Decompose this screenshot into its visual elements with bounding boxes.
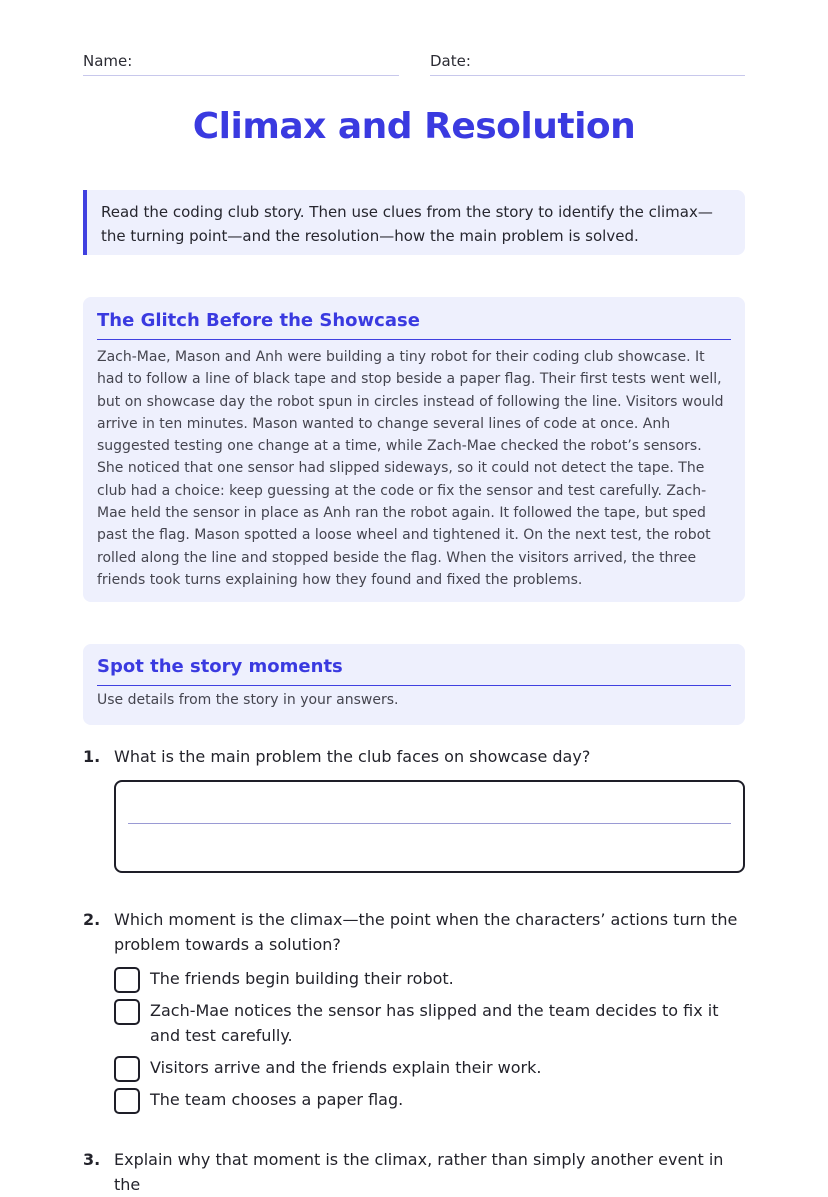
- question-2: [83, 907, 745, 957]
- question-number: 3.: [83, 1150, 101, 1169]
- date-field[interactable]: [430, 52, 471, 70]
- name-field[interactable]: [83, 52, 132, 70]
- question-text: What is the main problem the club faces on showcase day?: [114, 747, 591, 766]
- story-text: Zach-Mae, Mason and Anh were building a tiny robot for their coding club showcase. It had to follow a line of black tape and stop beside a paper flag. Their first tests went well, but on showcase day the robot spun in circles instead of following the line. Visitors would arrive in ten minutes. Mason wanted to change several lines of code at once. Anh suggested testing one change at a time, while Zach-Mae checked the robot’s sensors. She noticed that one sensor had slipped sideways, so it could not detect the tape. The club had a choice: keep guessing at the code or fix the sensor and test carefully. Zach-Mae held the sensor in place as Anh ran the robot again. It followed the tape, but sped past the flag. Mason spotted a loose wheel and tightened it. On the next test, the robot rolled along the line and stopped beside the flag. When the visitors arrived, the three friends took turns explaining how they found and fixed the problems.: [97, 349, 724, 588]
- section-header: [83, 644, 745, 725]
- name-label: Name:: [83, 52, 133, 70]
- option-1[interactable]: [114, 966, 734, 991]
- instructions-callout: Read the coding club story. Then use clues from the story to identify the climax—the turning point—and the resolution—how the main problem is solved.: [83, 190, 745, 255]
- story-panel: [83, 297, 745, 602]
- section-title: Spot the story moments: [97, 656, 731, 686]
- date-label: Date:: [430, 52, 471, 70]
- question-3: [83, 1147, 745, 1197]
- question-number: 1.: [83, 747, 101, 766]
- option-label: The friends begin building their robot.: [150, 969, 454, 988]
- page-title: Climax and Resolution: [192, 106, 636, 147]
- option-label: Zach-Mae notices the sensor has slipped and the team decides to fix it and test carefully.: [150, 1001, 719, 1045]
- name-line: [83, 75, 399, 76]
- question-number: 2.: [83, 910, 101, 929]
- checkbox[interactable]: [114, 967, 140, 993]
- section-subtitle: Use details from the story in your answers.: [97, 692, 399, 708]
- option-label: Visitors arrive and the friends explain their work.: [150, 1058, 542, 1077]
- checkbox[interactable]: [114, 1088, 140, 1114]
- option-label: The team chooses a paper flag.: [150, 1090, 404, 1109]
- question-1: [83, 744, 745, 769]
- date-line: [430, 75, 745, 76]
- checkbox[interactable]: [114, 999, 140, 1025]
- answer-line: [128, 823, 731, 824]
- story-title: The Glitch Before the Showcase: [97, 310, 731, 340]
- question-text: Explain why that moment is the climax, rather than simply another event in the: [114, 1150, 724, 1194]
- option-2[interactable]: [114, 998, 734, 1048]
- option-3[interactable]: [114, 1055, 734, 1080]
- answer-box-1[interactable]: [114, 780, 745, 873]
- checkbox[interactable]: [114, 1056, 140, 1082]
- question-text: Which moment is the climax—the point when the characters’ actions turn the problem towards a solution?: [114, 910, 738, 954]
- option-4[interactable]: [114, 1087, 734, 1112]
